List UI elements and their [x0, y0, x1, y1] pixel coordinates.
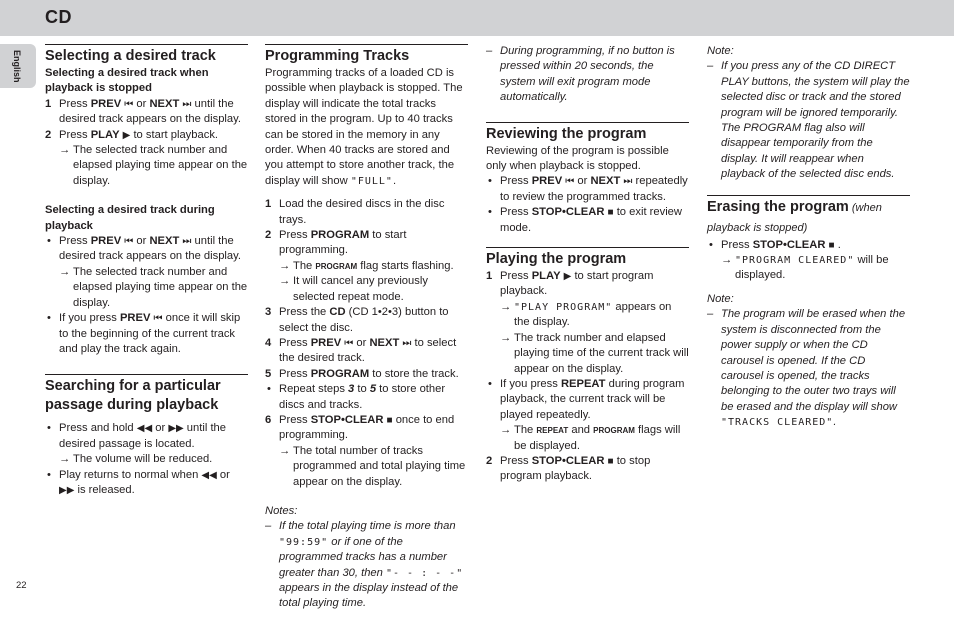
prev-icon: ⏮ [153, 313, 163, 325]
step: 3 Press the CD (CD 1•2•3) button to select the disc. [265, 306, 449, 334]
bullet-icon: • [488, 206, 492, 219]
stop-icon: ■ [607, 207, 614, 219]
step: 1 Press PLAY ▶ to start program playback. [486, 270, 654, 298]
page-number: 22 [16, 580, 27, 591]
result-line: → The track number and elapsed playing time of the current track will appear on the display. [486, 331, 689, 377]
rewind-icon: ◀◀ [201, 469, 217, 481]
bullet: • Press PREV ⏮ or NEXT ⏭ repeatedly to review the programmed tracks. [486, 174, 689, 205]
result-line: → "PLAY PROGRAM" appears on the display. [486, 300, 689, 331]
note: – If the total playing time is more than "99:59" or if one of the programmed tracks has a number greater than 30, then "- - : - -" appears in the display instead of the total playing time. [265, 520, 464, 610]
step-text: Press PREV ⏮ or NEXT ⏭ until the desired track appears on the display. [59, 97, 242, 126]
section-title: Programming Tracks [265, 44, 468, 66]
result-line: → The selected track number and elapsed playing time appear on the display. [45, 265, 248, 311]
column-1 [45, 44, 248, 498]
result-line: → It will cancel any previously selected repeat mode. [265, 274, 468, 305]
step: 4 Press PREV ⏮ or NEXT ⏭ to select the desired track. [265, 336, 457, 365]
bullet: • Press STOP•CLEAR ■ . [707, 238, 910, 253]
bullet-icon: • [47, 468, 51, 481]
bullet: • If you press PREV ⏮ once it will skip to the beginning of the current track and play the track again. [45, 311, 248, 357]
arrow-icon: → [721, 254, 733, 267]
step-number: 1 [45, 97, 52, 110]
bullet-icon: • [47, 235, 51, 248]
arrow-icon: → [500, 424, 512, 437]
step-number: 2 [45, 128, 52, 141]
arrow-icon: → [279, 444, 291, 457]
stop-icon: ■ [607, 455, 614, 467]
arrow-icon: → [500, 300, 512, 313]
bullet: • Press PREV ⏮ or NEXT ⏭ until the desired track appears on the display. [45, 234, 248, 265]
bullet-icon: • [47, 312, 51, 325]
arrow-icon: → [500, 331, 512, 344]
step [45, 97, 248, 128]
prev-icon: ⏮ [344, 337, 354, 349]
page-title: CD [45, 7, 72, 27]
section-title: Erasing the program (when playback is stopped) [707, 195, 910, 238]
next-icon: ⏭ [182, 236, 192, 248]
next-icon: ⏭ [623, 176, 633, 188]
page-header [0, 0, 954, 36]
intro-paragraph: Programming tracks of a loaded CD is possible when playback is stopped. The display will indicate the total tracks stored in the program. Up to 40 tracks can be stored in the memory in any order. When 40 tracks are stored and you attempt to store another track, the display will show "FULL". [265, 67, 463, 187]
arrow-icon: → [59, 265, 71, 278]
play-icon: ▶ [563, 271, 572, 283]
section-title: Searching for a particular passage during playback [45, 374, 248, 415]
column-2 [265, 44, 468, 612]
result-line: → The REPEAT and PROGRAM flags will be displayed. [486, 423, 689, 454]
step: 5 Press PROGRAM to store the track. [265, 367, 459, 380]
section-title: Playing the program [486, 247, 689, 269]
next-icon: ⏭ [402, 337, 412, 349]
bullet-icon: • [267, 383, 271, 396]
result-line: → "PROGRAM CLEARED" will be displayed. [707, 253, 910, 284]
result-line: → The PROGRAM flag starts flashing. [265, 259, 468, 274]
step: 1 Load the desired discs in the disc trays. [265, 198, 445, 226]
note: – The program will be erased when the system is disconnected from the power supply or when the CD carousel is opened. If the CD carousel is opened, the tracks belonging to the outer two trays will be erased and the display will show "TRACKS CLEARED". [707, 308, 906, 429]
note: – During programming, if no button is pressed within 20 seconds, the system will exit program mode automatically. [486, 45, 675, 104]
prev-icon: ⏮ [124, 98, 134, 110]
bullet: • Repeat steps 3 to 5 to store other discs and tracks. [265, 382, 468, 413]
bullet: • If you press REPEAT during program playback, the current track will be played repeatedly. [486, 377, 689, 423]
bullet: • Press STOP•CLEAR ■ to exit review mode. [486, 205, 689, 236]
language-label: English [12, 50, 22, 83]
arrow-icon: → [59, 453, 71, 466]
step [45, 128, 248, 143]
subheading: Selecting a desired track during playback [45, 204, 215, 232]
play-icon: ▶ [122, 129, 131, 141]
fast-forward-icon: ▶▶ [59, 484, 75, 496]
prev-icon: ⏮ [565, 176, 575, 188]
section-title: Reviewing the program [486, 122, 689, 144]
column-3 [486, 44, 689, 485]
stop-icon: ■ [386, 414, 393, 426]
column-4 [707, 44, 910, 431]
prev-icon: ⏮ [124, 236, 134, 248]
bullet-icon: • [488, 175, 492, 188]
fast-forward-icon: ▶▶ [168, 423, 184, 435]
note: – If you press any of the CD DIRECT PLAY buttons, the system will play the selected disc or track and the stored program will be ignored temporarily. The PROGRAM flag also will disappear temporarily from the display. It will reappear when playback of the selected disc ends. [707, 60, 910, 181]
language-tab [0, 44, 36, 88]
result-line: → The selected track number and elapsed playing time appear on the display. [45, 143, 248, 189]
section-title: Selecting a desired track [45, 44, 248, 66]
stop-icon: ■ [828, 239, 835, 251]
notes-label: Notes: [265, 504, 298, 517]
note-label: Note: [707, 45, 734, 57]
next-icon: ⏭ [182, 98, 192, 110]
arrow-icon: → [279, 259, 291, 272]
bullet-icon: • [709, 238, 713, 251]
lcd-text: "FULL" [350, 175, 393, 187]
step: 2 Press STOP•CLEAR ■ to stop program playback. [486, 454, 651, 483]
result-line: → The volume will be reduced. [45, 452, 248, 467]
subheading: Selecting a desired track when playback is stopped [45, 67, 209, 95]
bullet-icon: • [47, 422, 51, 435]
intro-paragraph: Reviewing of the program is possible only when playback is stopped. [486, 144, 669, 173]
bullet-icon: • [488, 377, 492, 390]
step: 2 Press PROGRAM to start programming. [265, 229, 407, 257]
step: 6 Press STOP•CLEAR ■ once to end programming. [265, 413, 455, 442]
result-line: → The total number of tracks programmed and total playing time appear on the display. [265, 444, 468, 490]
arrow-icon: → [59, 144, 71, 157]
note-label: Note: [707, 292, 734, 305]
bullet: • Play returns to normal when ◀◀ or ▶▶ is released. [45, 468, 248, 499]
bullet: • Press and hold ◀◀ or ▶▶ until the desired passage is located. [45, 421, 248, 452]
step-text: Press PLAY ▶ to start playback. [59, 128, 248, 143]
arrow-icon: → [279, 275, 291, 288]
rewind-icon: ◀◀ [136, 423, 153, 435]
